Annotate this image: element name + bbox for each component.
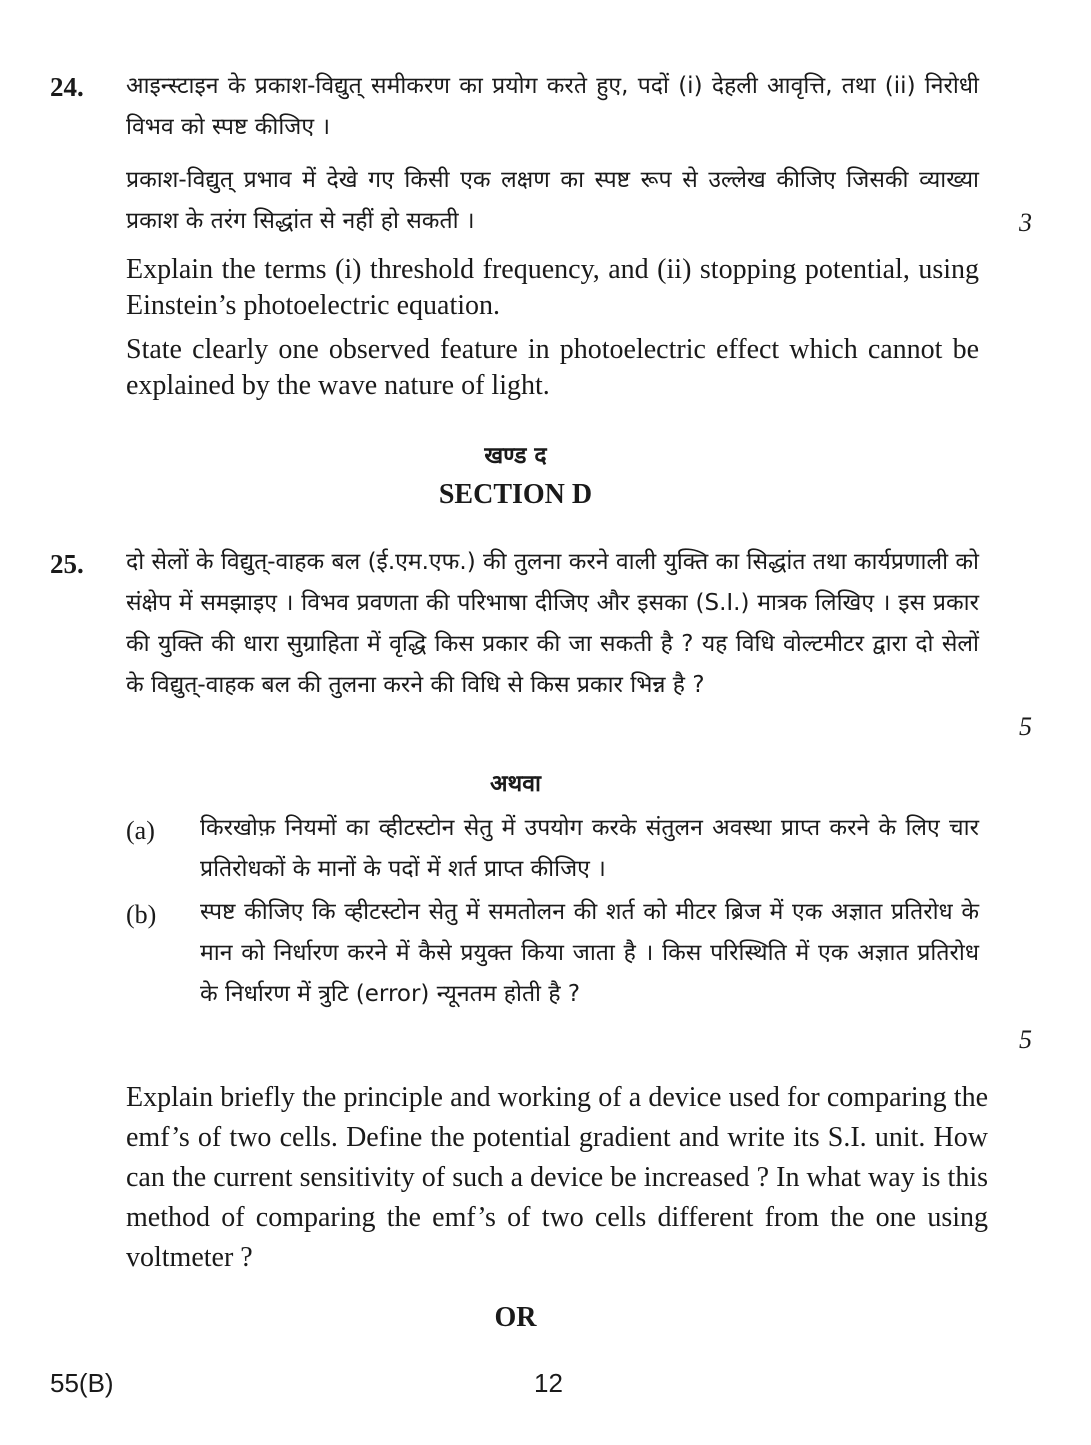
question-24-hindi-part-2: प्रकाश-विद्युत् प्रभाव में देखे गए किसी एक लक्षण का स्पष्ट रूप से उल्लेख कीजिए जिसकी व्याख्या प्रकाश के तरंग सिद्धांत से नहीं हो सकती । — [126, 167, 979, 234]
part-b-label: (b) — [126, 900, 157, 929]
question-25-english-text: Explain briefly the principle and working of a device used for comparing the emf’s of two cells. Define the potential gradient and write its S.I. unit. How can the current sensitivity of such a device be increased ? In what way is this method of comparing the emf’s of two cells different from the one using voltmeter ? — [126, 1082, 988, 1273]
question-25-number: 25. — [50, 549, 84, 579]
question-25-marks: 5 — [1019, 712, 1032, 741]
question-24-marks: 3 — [1019, 208, 1032, 237]
part-b-text: स्पष्ट कीजिए कि व्हीटस्टोन सेतु में समतोलन की शर्त को मीटर ब्रिज में एक अज्ञात प्रतिरोध के मान को निर्धारण करने में कैसे प्रयुक्त किया जाता है । किस परिस्थिति में एक अज्ञात प्रतिरोध के निर्धारण में त्रुटि (error) न्यूनतम होती है ? — [200, 899, 979, 1007]
question-24-number: 24. — [50, 72, 84, 102]
question-24-hindi-part-1: आइन्स्टाइन के प्रकाश-विद्युत् समीकरण का प्रयोग करते हुए, पदों (i) देहली आवृत्ति, तथा (ii) निरोधी विभव को स्पष्ट कीजिए । — [126, 73, 979, 140]
or-label-hindi: अथवा — [489, 771, 541, 797]
question-24-english-part-2: State clearly one observed feature in photoelectric effect which cannot be explained by the wave nature of light. — [126, 334, 979, 401]
section-title-hindi: खण्ड द — [484, 443, 547, 469]
page-number: 12 — [534, 1368, 563, 1398]
part-a-label: (a) — [126, 816, 155, 845]
or-question-marks: 5 — [1019, 1025, 1032, 1054]
part-a-text: किरखोफ़ नियमों का व्हीटस्टोन सेतु में उपयोग करके संतुलन अवस्था प्राप्त करने के लिए चार प्रतिरोधकों के मानों के पदों में शर्त प्राप्त कीजिए । — [200, 815, 979, 882]
paper-code: 55(B) — [50, 1368, 114, 1398]
or-label-english: OR — [494, 1302, 537, 1333]
question-25-hindi-text: दो सेलों के विद्युत्-वाहक बल (ई.एम.एफ.) की तुलना करने वाली युक्ति का सिद्धांत तथा कार्यप्रणाली को संक्षेप में समझाइए । विभव प्रवणता की परिभाषा दीजिए और इसका (S.I.) मात्रक लिखिए । इस प्रकार की युक्ति की धारा सुग्राहिता में वृद्धि किस प्रकार की जा सकती है ? यह विधि वोल्टमीटर द्वारा दो सेलों के विद्युत्-वाहक बल की तुलना करने की विधि से किस प्रकार भिन्न है ? — [126, 549, 979, 698]
question-24-english-part-1: Explain the terms (i) threshold frequency, and (ii) stopping potential, using Einstein’s photoelectric equation. — [126, 254, 979, 321]
section-title-english: SECTION D — [438, 479, 593, 510]
